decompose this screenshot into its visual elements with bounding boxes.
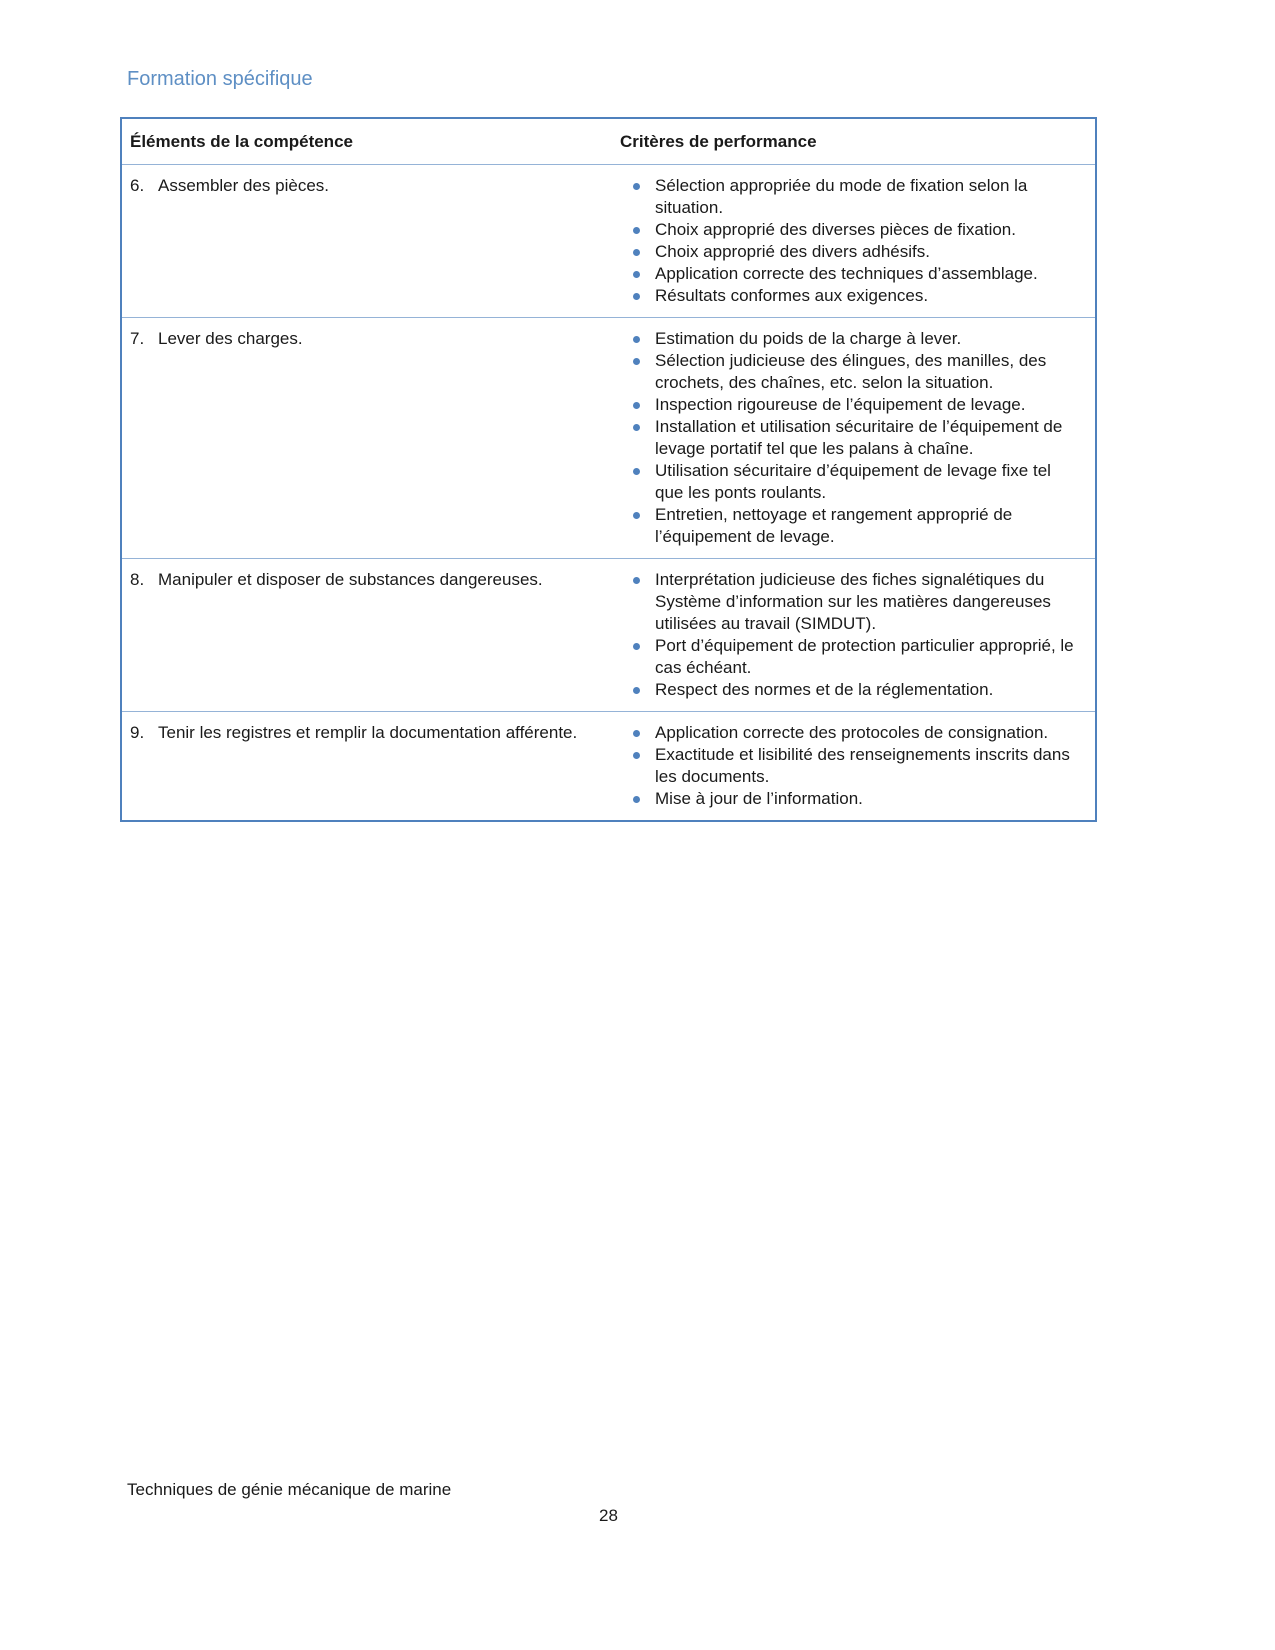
criterion-text: Application correcte des protocoles de consignation. (655, 723, 1049, 742)
bullet-icon (633, 468, 640, 475)
criterion-item (620, 416, 1081, 460)
criterion-item (620, 350, 1081, 394)
criterion-text: Sélection appropriée du mode de fixation selon la situation. (655, 176, 1028, 217)
criterion-item (620, 263, 1081, 285)
element-label: Tenir les registres et remplir la documentation afférente. (158, 723, 578, 742)
bullet-icon (633, 249, 640, 256)
bullet-icon (633, 424, 640, 431)
column-header-elements: Éléments de la compétence (130, 132, 353, 151)
criterion-text: Inspection rigoureuse de l’équipement de levage. (655, 395, 1026, 414)
footer-text: Techniques de génie mécanique de marine (127, 1480, 452, 1499)
criterion-item (620, 219, 1081, 241)
criterion-item (620, 394, 1081, 416)
criterion-text: Choix approprié des divers adhésifs. (655, 242, 930, 261)
section-header: Formation spécifique (127, 68, 313, 90)
criteria-cell (612, 318, 1095, 558)
criterion-text: Résultats conformes aux exigences. (655, 286, 929, 305)
criterion-text: Choix approprié des diverses pièces de fixation. (655, 220, 1016, 239)
bullet-icon (633, 643, 640, 650)
bullet-icon (633, 687, 640, 694)
page-number: 28 (599, 1506, 618, 1525)
row-number: 9. (130, 723, 145, 742)
element-label: Assembler des pièces. (158, 176, 330, 195)
criterion-text: Utilisation sécuritaire d’équipement de levage fixe tel que les ponts roulants. (655, 461, 1051, 502)
criterion-item (620, 635, 1081, 679)
criterion-item (620, 241, 1081, 263)
criterion-text: Application correcte des techniques d’assemblage. (655, 264, 1038, 283)
criterion-text: Exactitude et lisibilité des renseignements inscrits dans les documents. (655, 745, 1070, 786)
criterion-item (620, 504, 1081, 548)
criterion-item (620, 788, 1081, 810)
criterion-text: Entretien, nettoyage et rangement approprié de l’équipement de levage. (655, 505, 1013, 546)
bullet-icon (633, 336, 640, 343)
row-number: 6. (130, 176, 145, 195)
bullet-icon (633, 293, 640, 300)
criteria-cell (612, 165, 1095, 317)
bullet-icon (633, 730, 640, 737)
element-cell (122, 165, 612, 317)
criteria-cell (612, 559, 1095, 711)
criterion-text: Estimation du poids de la charge à lever. (655, 329, 962, 348)
criteria-cell (612, 712, 1095, 820)
criterion-item (620, 285, 1081, 307)
bullet-icon (633, 271, 640, 278)
table-row (122, 711, 1095, 820)
row-number: 7. (130, 329, 145, 348)
column-header-criteria: Critères de performance (620, 132, 817, 151)
bullet-icon (633, 752, 640, 759)
element-label: Lever des charges. (158, 329, 303, 348)
element-cell (122, 712, 612, 820)
criteria-list (620, 569, 1081, 701)
criterion-item (620, 328, 1081, 350)
table-row (122, 317, 1095, 558)
criterion-text: Interprétation judicieuse des fiches signalétiques du Système d’information sur les matières dangereuses utilisées au travail (SIMDUT). (655, 570, 1051, 633)
bullet-icon (633, 358, 640, 365)
table-row (122, 558, 1095, 711)
criterion-item (620, 722, 1081, 744)
criterion-text: Respect des normes et de la réglementation. (655, 680, 994, 699)
row-number: 8. (130, 570, 145, 589)
element-cell (122, 318, 612, 558)
table-row (122, 165, 1095, 317)
criteria-list (620, 175, 1081, 307)
criterion-item (620, 679, 1081, 701)
criterion-item (620, 460, 1081, 504)
table-header-row (122, 119, 1095, 165)
table-body (122, 165, 1095, 820)
bullet-icon (633, 577, 640, 584)
bullet-icon (633, 183, 640, 190)
criteria-list (620, 328, 1081, 548)
criterion-item (620, 175, 1081, 219)
competency-table (120, 117, 1097, 822)
criterion-text: Port d’équipement de protection particulier approprié, le cas échéant. (655, 636, 1074, 677)
bullet-icon (633, 402, 640, 409)
criterion-text: Sélection judicieuse des élingues, des manilles, des crochets, des chaînes, etc. selon la situation. (655, 351, 1047, 392)
criteria-list (620, 722, 1081, 810)
criterion-item (620, 744, 1081, 788)
criterion-text: Mise à jour de l’information. (655, 789, 863, 808)
bullet-icon (633, 227, 640, 234)
element-label: Manipuler et disposer de substances dangereuses. (158, 570, 543, 589)
criterion-text: Installation et utilisation sécuritaire de l’équipement de levage portatif tel que les palans à chaîne. (655, 417, 1063, 458)
criterion-item (620, 569, 1081, 635)
bullet-icon (633, 512, 640, 519)
element-cell (122, 559, 612, 711)
bullet-icon (633, 796, 640, 803)
